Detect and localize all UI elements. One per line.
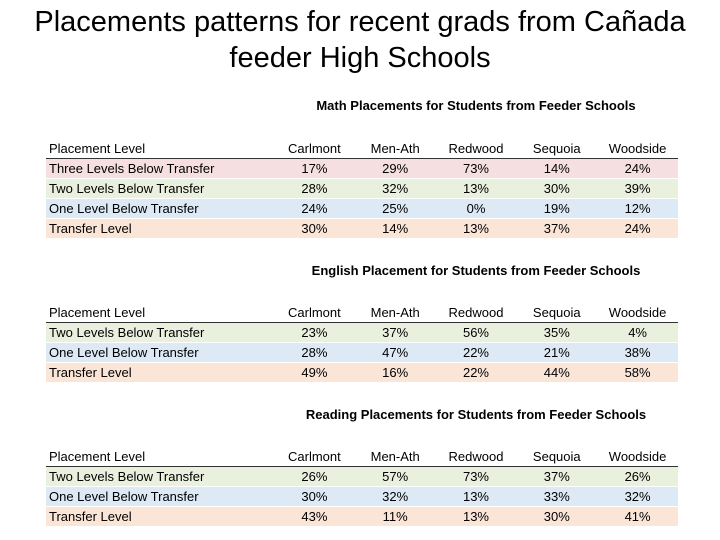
cell-men-ath: 32%: [355, 179, 436, 199]
row-label: Two Levels Below Transfer: [46, 467, 274, 487]
cell-sequoia: 37%: [516, 219, 597, 239]
slide-title-line1: Placements patterns for recent grads from Cañada: [34, 6, 686, 38]
column-header-redwood: Redwood: [436, 139, 517, 159]
english-placements-table: [46, 303, 678, 383]
column-header-men-ath: Men-Ath: [355, 447, 436, 467]
cell-redwood: 13%: [436, 179, 517, 199]
column-header-redwood: Redwood: [436, 447, 517, 467]
cell-men-ath: 11%: [355, 507, 436, 527]
table-row: [46, 467, 678, 487]
row-label: One Level Below Transfer: [46, 487, 274, 507]
cell-sequoia: 44%: [516, 363, 597, 383]
table-row: [46, 343, 678, 363]
cell-woodside: 58%: [597, 363, 678, 383]
cell-redwood: 22%: [436, 343, 517, 363]
cell-redwood: 13%: [436, 507, 517, 527]
cell-men-ath: 47%: [355, 343, 436, 363]
column-header-woodside: Woodside: [597, 139, 678, 159]
column-header-redwood: Redwood: [436, 303, 517, 323]
cell-men-ath: 25%: [355, 199, 436, 219]
slide-title: [0, 4, 720, 76]
table-row: [46, 323, 678, 343]
cell-men-ath: 14%: [355, 219, 436, 239]
cell-woodside: 4%: [597, 323, 678, 343]
cell-woodside: 24%: [597, 219, 678, 239]
cell-redwood: 13%: [436, 219, 517, 239]
cell-woodside: 39%: [597, 179, 678, 199]
column-header-sequoia: Sequoia: [516, 303, 597, 323]
table-row: [46, 159, 678, 179]
table-header-row: [46, 303, 678, 323]
cell-redwood: 22%: [436, 363, 517, 383]
column-header-woodside: Woodside: [597, 303, 678, 323]
row-label: One Level Below Transfer: [46, 199, 274, 219]
math-section-heading: Math Placements for Students from Feeder Schools: [316, 98, 636, 113]
english-section-heading: English Placement for Students from Feeder Schools: [311, 263, 641, 278]
table-header-row: [46, 447, 678, 467]
cell-men-ath: 57%: [355, 467, 436, 487]
cell-carlmont: 28%: [274, 343, 355, 363]
row-label: Transfer Level: [46, 507, 274, 527]
cell-sequoia: 19%: [516, 199, 597, 219]
column-header-men-ath: Men-Ath: [355, 139, 436, 159]
slide-title-line2: feeder High Schools: [229, 42, 491, 74]
cell-carlmont: 43%: [274, 507, 355, 527]
table-row: [46, 363, 678, 383]
cell-carlmont: 17%: [274, 159, 355, 179]
cell-redwood: 56%: [436, 323, 517, 343]
cell-sequoia: 14%: [516, 159, 597, 179]
table-row: [46, 507, 678, 527]
cell-sequoia: 30%: [516, 179, 597, 199]
row-label: One Level Below Transfer: [46, 343, 274, 363]
cell-woodside: 38%: [597, 343, 678, 363]
cell-sequoia: 21%: [516, 343, 597, 363]
column-header-carlmont: Carlmont: [274, 139, 355, 159]
cell-woodside: 12%: [597, 199, 678, 219]
cell-men-ath: 37%: [355, 323, 436, 343]
cell-sequoia: 35%: [516, 323, 597, 343]
cell-woodside: 32%: [597, 487, 678, 507]
cell-carlmont: 49%: [274, 363, 355, 383]
cell-sequoia: 33%: [516, 487, 597, 507]
column-header-placement-level: Placement Level: [46, 447, 274, 467]
column-header-sequoia: Sequoia: [516, 139, 597, 159]
table-row: [46, 199, 678, 219]
cell-redwood: 0%: [436, 199, 517, 219]
cell-woodside: 24%: [597, 159, 678, 179]
row-label: Two Levels Below Transfer: [46, 323, 274, 343]
cell-carlmont: 23%: [274, 323, 355, 343]
cell-men-ath: 16%: [355, 363, 436, 383]
cell-men-ath: 32%: [355, 487, 436, 507]
table-row: [46, 487, 678, 507]
table-row: [46, 179, 678, 199]
row-label: Two Levels Below Transfer: [46, 179, 274, 199]
cell-woodside: 41%: [597, 507, 678, 527]
column-header-carlmont: Carlmont: [274, 303, 355, 323]
cell-men-ath: 29%: [355, 159, 436, 179]
cell-woodside: 26%: [597, 467, 678, 487]
cell-carlmont: 30%: [274, 219, 355, 239]
cell-sequoia: 37%: [516, 467, 597, 487]
row-label: Transfer Level: [46, 363, 274, 383]
column-header-woodside: Woodside: [597, 447, 678, 467]
table-row: [46, 219, 678, 239]
reading-placements-table: [46, 447, 678, 527]
cell-redwood: 13%: [436, 487, 517, 507]
cell-carlmont: 26%: [274, 467, 355, 487]
reading-section-heading: Reading Placements for Students from Feeder Schools: [305, 407, 647, 422]
cell-carlmont: 28%: [274, 179, 355, 199]
column-header-placement-level: Placement Level: [46, 303, 274, 323]
column-header-sequoia: Sequoia: [516, 447, 597, 467]
row-label: Three Levels Below Transfer: [46, 159, 274, 179]
column-header-carlmont: Carlmont: [274, 447, 355, 467]
column-header-men-ath: Men-Ath: [355, 303, 436, 323]
cell-redwood: 73%: [436, 159, 517, 179]
cell-redwood: 73%: [436, 467, 517, 487]
math-placements-table: [46, 139, 678, 239]
cell-carlmont: 30%: [274, 487, 355, 507]
row-label: Transfer Level: [46, 219, 274, 239]
cell-carlmont: 24%: [274, 199, 355, 219]
column-header-placement-level: Placement Level: [46, 139, 274, 159]
cell-sequoia: 30%: [516, 507, 597, 527]
table-header-row: [46, 139, 678, 159]
